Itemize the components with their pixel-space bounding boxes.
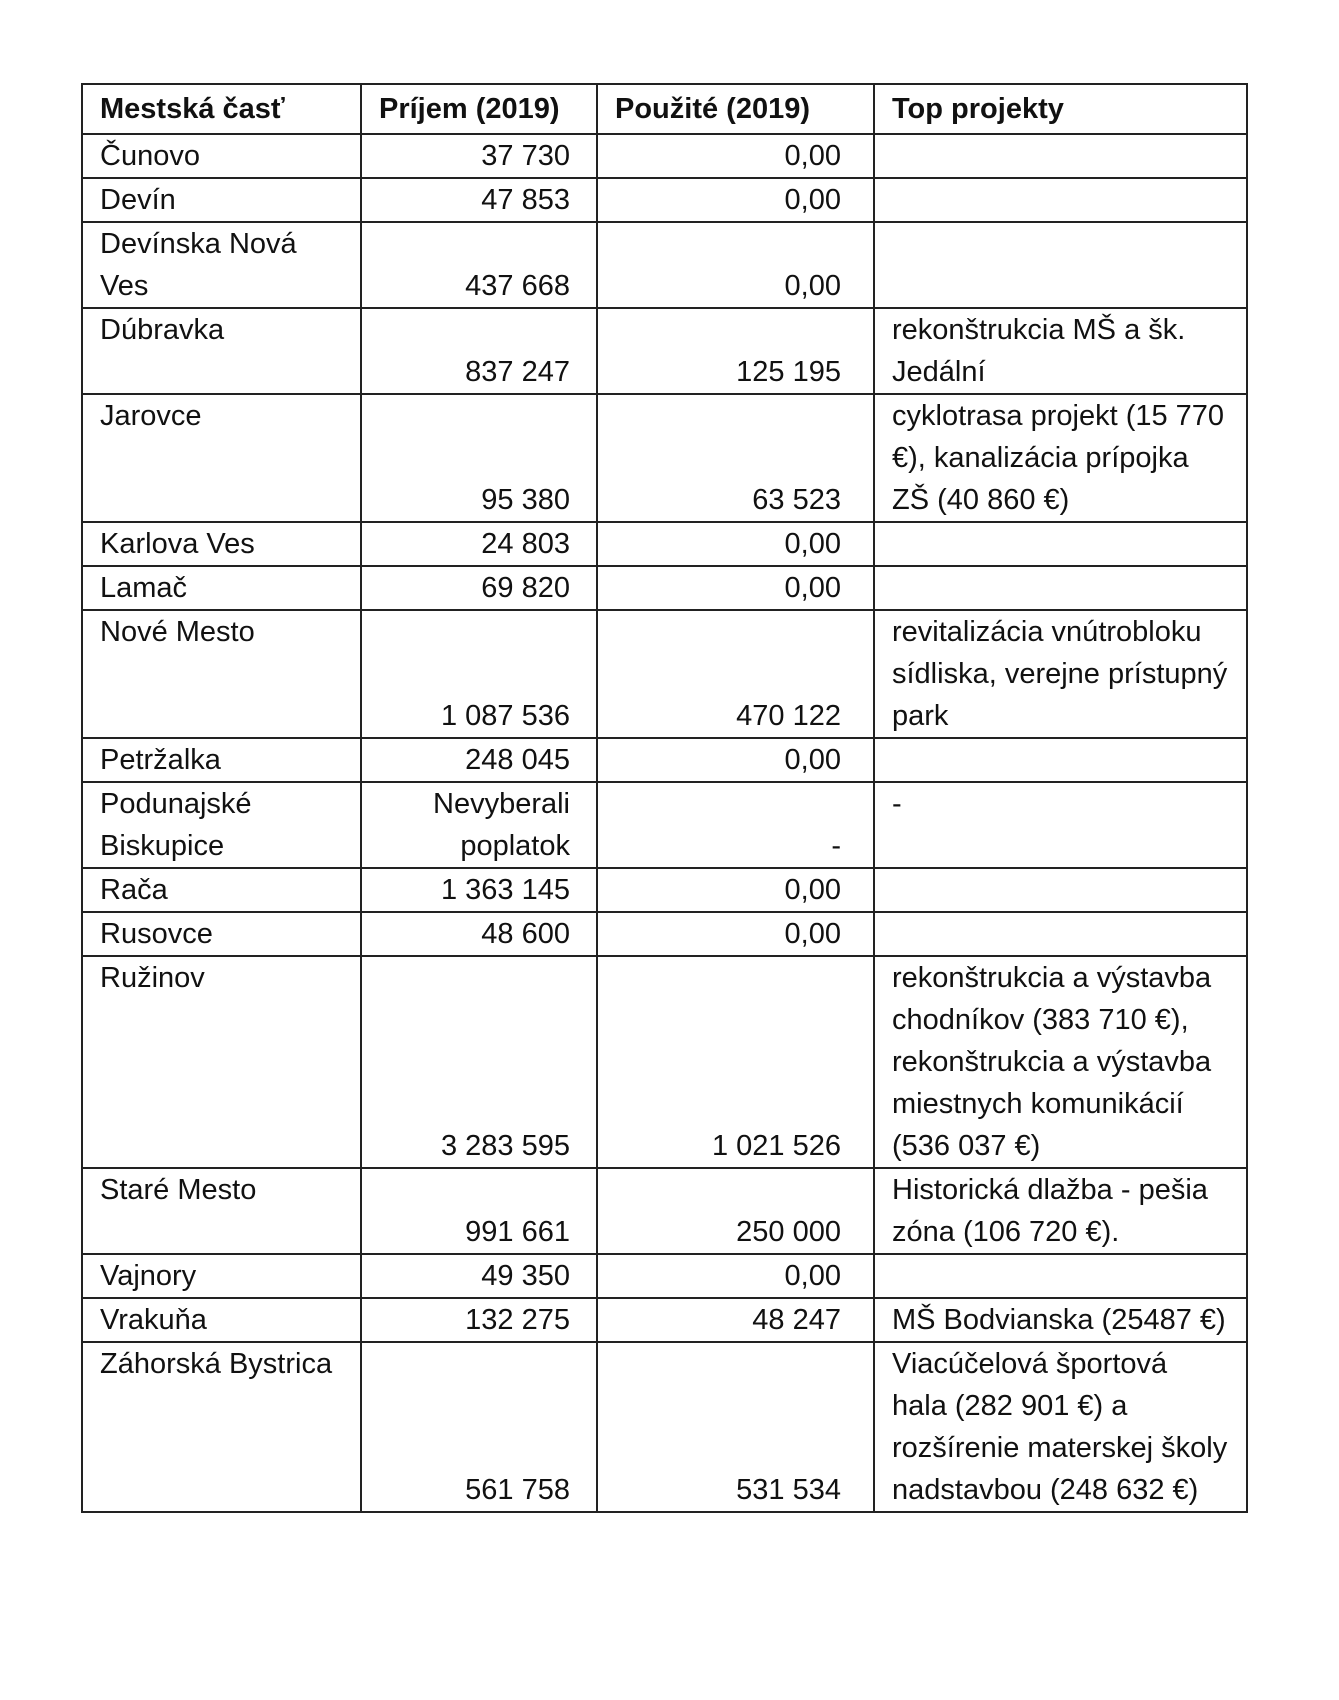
used-cell: 0,00 bbox=[597, 566, 874, 610]
projects-cell bbox=[874, 912, 1247, 956]
district-cell: Lamač bbox=[82, 566, 361, 610]
projects-cell: rekonštrukcia MŠ a šk. Jedální bbox=[874, 308, 1247, 394]
projects-cell bbox=[874, 566, 1247, 610]
used-cell: 0,00 bbox=[597, 178, 874, 222]
used-cell: 0,00 bbox=[597, 868, 874, 912]
header-projects: Top projekty bbox=[874, 84, 1247, 134]
table-row bbox=[82, 738, 1247, 782]
projects-cell bbox=[874, 738, 1247, 782]
header-district: Mestská časť bbox=[82, 84, 361, 134]
projects-cell: rekonštrukcia a výstavba chodníkov (383 710 €), rekonštrukcia a výstavba miestnych komunikácií (536 037 €) bbox=[874, 956, 1247, 1168]
district-cell: Rusovce bbox=[82, 912, 361, 956]
used-cell: 1 021 526 bbox=[597, 956, 874, 1168]
used-cell: 0,00 bbox=[597, 738, 874, 782]
table-row bbox=[82, 1254, 1247, 1298]
income-cell: 1 087 536 bbox=[361, 610, 597, 738]
projects-cell: cyklotrasa projekt (15 770 €), kanalizácia prípojka ZŠ (40 860 €) bbox=[874, 394, 1247, 522]
used-cell: 531 534 bbox=[597, 1342, 874, 1512]
district-cell: Podunajské Biskupice bbox=[82, 782, 361, 868]
used-cell: 0,00 bbox=[597, 912, 874, 956]
income-cell: 37 730 bbox=[361, 134, 597, 178]
table-row bbox=[82, 1298, 1247, 1342]
projects-cell bbox=[874, 222, 1247, 308]
income-cell: 1 363 145 bbox=[361, 868, 597, 912]
projects-cell bbox=[874, 1254, 1247, 1298]
income-cell: 48 600 bbox=[361, 912, 597, 956]
projects-cell bbox=[874, 868, 1247, 912]
projects-cell: - bbox=[874, 782, 1247, 868]
used-cell: 0,00 bbox=[597, 522, 874, 566]
table-row bbox=[82, 134, 1247, 178]
table-body bbox=[82, 134, 1247, 1512]
district-cell: Nové Mesto bbox=[82, 610, 361, 738]
table-row bbox=[82, 1168, 1247, 1254]
projects-cell bbox=[874, 134, 1247, 178]
table-row bbox=[82, 178, 1247, 222]
income-cell: 561 758 bbox=[361, 1342, 597, 1512]
income-cell: 132 275 bbox=[361, 1298, 597, 1342]
used-cell: 0,00 bbox=[597, 222, 874, 308]
district-cell: Petržalka bbox=[82, 738, 361, 782]
income-cell: 49 350 bbox=[361, 1254, 597, 1298]
table-row bbox=[82, 610, 1247, 738]
used-cell: 63 523 bbox=[597, 394, 874, 522]
table-row bbox=[82, 868, 1247, 912]
table-row bbox=[82, 1342, 1247, 1512]
used-cell: - bbox=[597, 782, 874, 868]
table-row bbox=[82, 566, 1247, 610]
income-cell: 437 668 bbox=[361, 222, 597, 308]
table-row bbox=[82, 394, 1247, 522]
income-cell: 95 380 bbox=[361, 394, 597, 522]
district-cell: Ružinov bbox=[82, 956, 361, 1168]
income-cell: 3 283 595 bbox=[361, 956, 597, 1168]
projects-cell: revitalizácia vnútrobloku sídliska, verejne prístupný park bbox=[874, 610, 1247, 738]
table-row bbox=[82, 522, 1247, 566]
used-cell: 470 122 bbox=[597, 610, 874, 738]
table-row bbox=[82, 956, 1247, 1168]
projects-cell: MŠ Bodvianska (25487 €) bbox=[874, 1298, 1247, 1342]
header-row bbox=[82, 84, 1247, 134]
district-cell: Devín bbox=[82, 178, 361, 222]
district-cell: Záhorská Bystrica bbox=[82, 1342, 361, 1512]
table-row bbox=[82, 782, 1247, 868]
used-cell: 48 247 bbox=[597, 1298, 874, 1342]
header-used: Použité (2019) bbox=[597, 84, 874, 134]
income-cell: 991 661 bbox=[361, 1168, 597, 1254]
projects-cell: Historická dlažba - pešia zóna (106 720 €). bbox=[874, 1168, 1247, 1254]
projects-cell: Viacúčelová športová hala (282 901 €) a rozšírenie materskej školy nadstavbou (248 632 €) bbox=[874, 1342, 1247, 1512]
table-row bbox=[82, 912, 1247, 956]
table-row bbox=[82, 222, 1247, 308]
income-cell: 47 853 bbox=[361, 178, 597, 222]
income-cell: 837 247 bbox=[361, 308, 597, 394]
income-cell: 24 803 bbox=[361, 522, 597, 566]
district-cell: Rača bbox=[82, 868, 361, 912]
income-cell: Nevyberali poplatok bbox=[361, 782, 597, 868]
district-cell: Vajnory bbox=[82, 1254, 361, 1298]
district-cell: Dúbravka bbox=[82, 308, 361, 394]
used-cell: 0,00 bbox=[597, 1254, 874, 1298]
district-cell: Staré Mesto bbox=[82, 1168, 361, 1254]
district-cell: Jarovce bbox=[82, 394, 361, 522]
district-cell: Devínska Nová Ves bbox=[82, 222, 361, 308]
table-row bbox=[82, 308, 1247, 394]
used-cell: 0,00 bbox=[597, 134, 874, 178]
income-cell: 248 045 bbox=[361, 738, 597, 782]
district-cell: Karlova Ves bbox=[82, 522, 361, 566]
district-cell: Čunovo bbox=[82, 134, 361, 178]
header-income: Príjem (2019) bbox=[361, 84, 597, 134]
income-cell: 69 820 bbox=[361, 566, 597, 610]
used-cell: 250 000 bbox=[597, 1168, 874, 1254]
district-cell: Vrakuňa bbox=[82, 1298, 361, 1342]
used-cell: 125 195 bbox=[597, 308, 874, 394]
projects-cell bbox=[874, 522, 1247, 566]
district-fees-table bbox=[81, 83, 1248, 1513]
projects-cell bbox=[874, 178, 1247, 222]
